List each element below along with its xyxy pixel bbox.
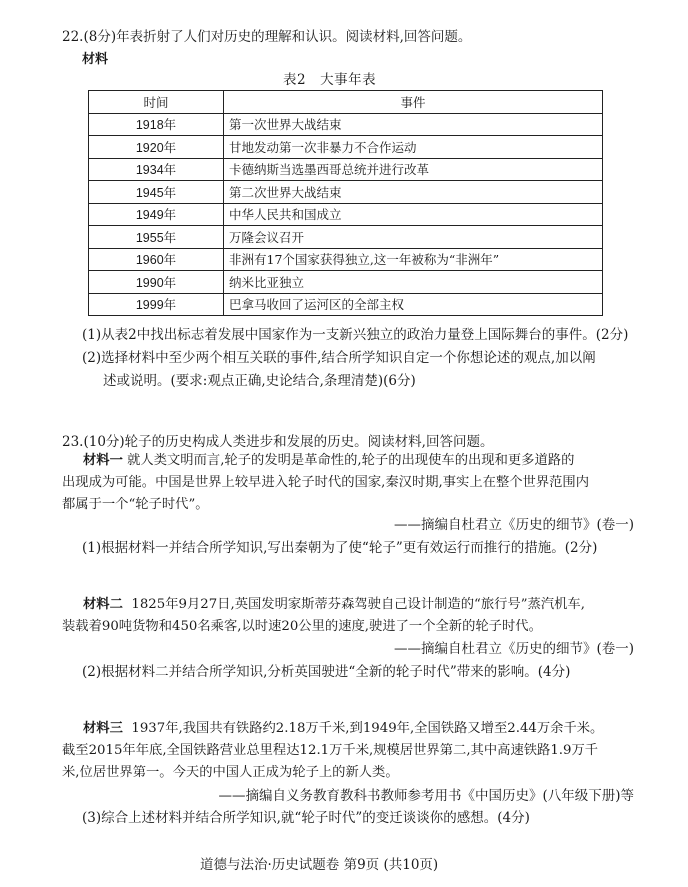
table-row — [89, 113, 603, 136]
table-row — [89, 203, 603, 226]
row-year: 1920年 — [89, 136, 224, 159]
m2-line1: 1825年9月27日,英国发明家斯蒂芬森驾驶自己设计制造的“旅行号”蒸汽机车, — [131, 597, 585, 612]
table-header-row — [89, 91, 603, 114]
m1-line3: 都属于一个“轮子时代”。 — [62, 497, 209, 512]
m3-source: ——摘编自义务教育教科书教师参考用书《中国历史》(八年级下册)等 — [218, 788, 634, 804]
m3-line2: 截至2015年年底,全国铁路营业总里程达12.1万千米,规模居世界第二,其中高速铁路1.9万千 — [62, 743, 599, 758]
m3-label: 材料三 — [83, 721, 123, 736]
row-year: 1934年 — [89, 158, 224, 181]
m1-line1: 就人类文明而言,轮子的发明是革命性的,轮子的出现使车的出现和更多道路的 — [127, 453, 575, 468]
q23-material3 — [62, 718, 637, 784]
row-event: 巴拿马收回了运河区的全部主权 — [224, 293, 603, 316]
q23-sub2: (2)根据材料二并结合所学知识,分析英国驶进“全新的轮子时代”带来的影响。(4分) — [82, 664, 571, 680]
q22-sub2-line1: (2)选择材料中至少两个相互关联的事件,结合所学知识自定一个你想论述的观点,加以阐 — [82, 350, 596, 366]
q22-sub1: (1)从表2中找出标志着发展中国家作为一支新兴独立的政治力量登上国际舞台的事件。(2分) — [82, 327, 629, 343]
row-event: 纳米比亚独立 — [224, 271, 603, 294]
row-year: 1990年 — [89, 271, 224, 294]
m2-source: ——摘编自杜君立《历史的细节》(卷一) — [393, 641, 634, 657]
m1-label: 材料一 — [83, 453, 123, 468]
q22-intro: 22.(8分)年表折射了人们对历史的理解和认识。阅读材料,回答问题。 — [62, 29, 472, 45]
table-row — [89, 136, 603, 159]
row-event: 卡德纳斯当选墨西哥总统并进行改革 — [224, 158, 603, 181]
m3-line3: 米,位居世界第一。今天的中国人正成为轮子上的新人类。 — [62, 765, 399, 780]
row-year: 1918年 — [89, 113, 224, 136]
m2-label: 材料二 — [83, 597, 123, 612]
events-table — [88, 90, 603, 316]
q23-intro: 23.(10分)轮子的历史构成人类进步和发展的历史。阅读材料,回答问题。 — [62, 434, 494, 450]
row-year: 1945年 — [89, 181, 224, 204]
q22-table-caption: 表2 大事年表 — [283, 72, 377, 88]
table-row — [89, 271, 603, 294]
m1-source: ——摘编自杜君立《历史的细节》(卷一) — [393, 517, 634, 533]
row-event: 中华人民共和国成立 — [224, 203, 603, 226]
row-event: 甘地发动第一次非暴力不合作运动 — [224, 136, 603, 159]
row-event: 非洲有17个国家获得独立,这一年被称为“非洲年” — [224, 248, 603, 271]
q23-material2 — [62, 594, 637, 638]
table-row — [89, 293, 603, 316]
m3-line1: 1937年,我国共有铁路约2.18万千米,到1949年,全国铁路又增至2.44万余千米。 — [131, 721, 604, 736]
q22-sub2-line2: 述或说明。(要求:观点正确,史论结合,条理清楚)(6分) — [103, 373, 416, 389]
table-row — [89, 248, 603, 271]
m2-line2: 装载着90吨货物和450名乘客,以时速20公里的速度,驶进了一个全新的轮子时代。 — [62, 619, 542, 634]
row-year: 1960年 — [89, 248, 224, 271]
table-row — [89, 226, 603, 249]
m1-line2: 出现成为可能。中国是世界上较早进入轮子时代的国家,秦汉时期,事实上在整个世界范围内 — [62, 475, 590, 490]
row-year: 1999年 — [89, 293, 224, 316]
q23-sub3: (3)综合上述材料并结合所学知识,就“轮子时代”的变迁谈谈你的感想。(4分) — [82, 810, 530, 826]
page-footer: 道德与法治·历史试题卷 第9页 (共10页) — [200, 857, 439, 873]
q23-sub1: (1)根据材料一并结合所学知识,写出秦朝为了使“轮子”更有效运行而推行的措施。(2分) — [82, 540, 598, 556]
header-time: 时间 — [89, 91, 224, 114]
header-event: 事件 — [224, 91, 603, 114]
row-year: 1949年 — [89, 203, 224, 226]
row-event: 第一次世界大战结束 — [224, 113, 603, 136]
table-row — [89, 158, 603, 181]
q23-material1 — [62, 450, 637, 516]
table-row — [89, 181, 603, 204]
q22-material-label: 材料 — [82, 52, 109, 67]
row-event: 第二次世界大战结束 — [224, 181, 603, 204]
row-event: 万隆会议召开 — [224, 226, 603, 249]
row-year: 1955年 — [89, 226, 224, 249]
